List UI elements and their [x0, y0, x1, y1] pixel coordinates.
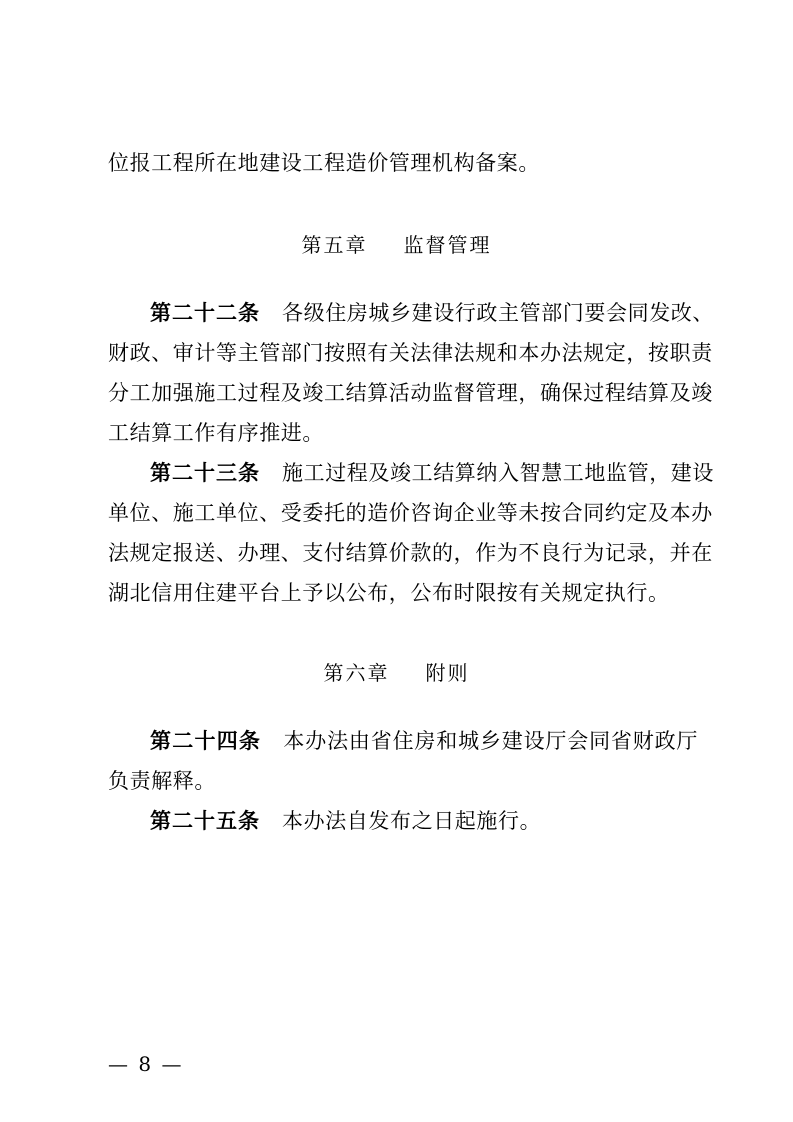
article-label: 第二十三条 — [150, 461, 260, 485]
chapter-heading-6 — [0, 660, 793, 686]
article-23-line-4: 湖北信用住建平台上予以公布，公布时限按有关规定执行。 — [108, 581, 670, 605]
article-text: 本办法自发布之日起施行。 — [282, 809, 542, 833]
article-24-line-1 — [150, 728, 698, 755]
article-label: 第二十五条 — [150, 809, 260, 833]
article-text: 本办法由省住房和城乡建设厅会同省财政厅 — [283, 729, 698, 753]
article-label: 第二十四条 — [150, 729, 262, 753]
article-text: 各级住房城乡建设行政主管部门要会同发改、 — [282, 301, 714, 325]
article-text: 施工过程及竣工结算纳入智慧工地监管，建设 — [282, 461, 714, 485]
paragraph-line: 位报工程所在地建设工程造价管理机构备案。 — [108, 151, 540, 175]
article-22-line-1 — [150, 300, 714, 327]
article-23-line-1 — [150, 460, 714, 487]
chapter-title: 附则 — [425, 661, 470, 685]
article-24-line-2: 负责解释。 — [108, 769, 216, 793]
article-label: 第二十二条 — [150, 301, 260, 325]
chapter-heading-5 — [0, 232, 793, 258]
chapter-number: 第六章 — [323, 661, 390, 685]
article-23-line-3: 法规定报送、办理、支付结算价款的，作为不良行为记录，并在 — [108, 541, 713, 565]
article-22-line-3: 分工加强施工过程及竣工结算活动监督管理，确保过程结算及竣 — [108, 381, 713, 405]
article-22-line-4: 工结算工作有序推进。 — [108, 421, 324, 445]
page-number: — 8 — — [108, 1052, 184, 1076]
article-23-line-2: 单位、施工单位、受委托的造价咨询企业等未按合同约定及本办 — [108, 501, 713, 525]
article-25-line-1 — [150, 808, 698, 835]
chapter-title: 监督管理 — [403, 233, 492, 257]
article-22-line-2: 财政、审计等主管部门按照有关法律法规和本办法规定，按职责 — [108, 341, 713, 365]
chapter-number: 第五章 — [301, 233, 368, 257]
